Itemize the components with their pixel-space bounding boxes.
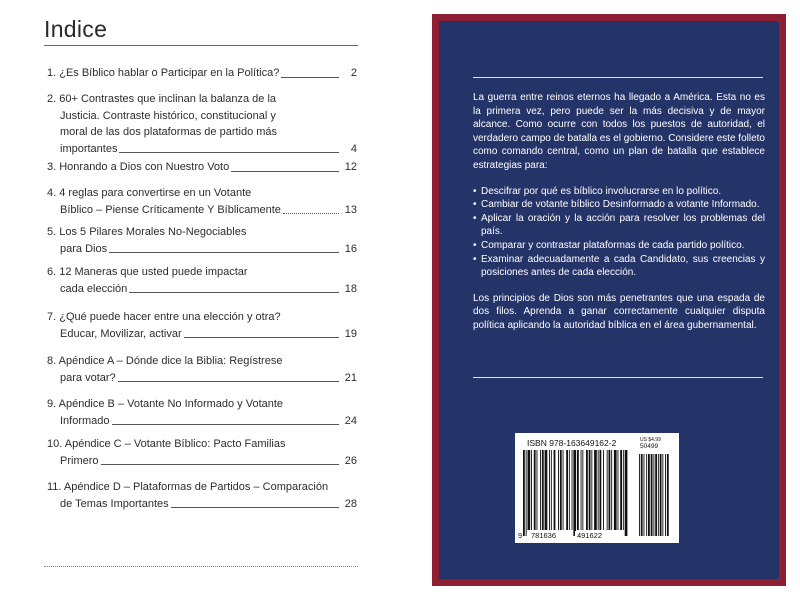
barcode-bar [589,450,591,530]
toc-leader [231,170,339,172]
toc-page-number: 13 [344,203,357,216]
barcode-addon-bar [655,454,657,536]
toc-entry-text: para Dios [60,242,108,255]
addon-number: 50499 [640,443,659,450]
barcode-bar [558,450,559,530]
barcode-bar [534,450,536,530]
toc-entry-text: 11. Apéndice D – Plataformas de Partidos – Comparación [47,481,329,493]
isbn-number: ISBN 978-163649162-2 [527,438,617,448]
cover-closing-paragraph: Los principios de Dios son más penetrantes que una espada de dos filos. Aprenda a ganar correctamente cualquier disputa política aplicando la autoridad bíblica en el área gubernamental. [473,292,765,331]
toc-page-number: 16 [344,242,357,255]
toc-entry-text: Informado [60,414,110,427]
barcode-left-digits: 781636 [531,531,557,540]
toc-entry-text: de Temas Importantes [60,497,169,510]
toc-entry [47,353,357,386]
toc-leader [109,251,339,253]
barcode-bar [573,450,576,536]
cover-bullet-item: • Comparar y contrastar plataformas de cada partido político. [473,239,765,253]
barcode-bar [591,450,592,530]
barcode-bar [540,450,541,530]
toc-entry [47,159,357,176]
toc-page-number: 12 [344,161,357,173]
price-label: US $4.99 [640,437,661,443]
toc-leader [118,380,339,382]
toc-leader [283,212,339,214]
back-cover [432,14,786,586]
barcode-addon-bar [665,454,666,536]
barcode-bar [528,450,531,530]
cover-bottom-rule [473,377,763,378]
barcode-bar [572,450,573,530]
barcode-bar [526,450,527,536]
toc-page-number: 4 [350,142,357,155]
barcode-addon-bar [651,454,653,536]
barcode-bar [582,450,583,530]
barcode-right-digits: 491622 [577,531,603,540]
toc-page-number: 19 [344,327,357,340]
barcode-prefix-digit: 9 [518,531,523,540]
barcode-bar [594,450,597,530]
toc-leader [101,463,339,465]
barcode-bars [521,450,675,536]
cover-top-rule [473,77,763,78]
toc-entry-text: importantes [60,142,118,155]
toc-entry-text: 3. Honrando a Dios con Nuestro Voto [47,161,230,173]
barcode-bar [600,450,602,530]
toc-entry [47,185,357,218]
barcode-addon-bar [660,454,662,536]
index-title: Indice [44,16,108,42]
toc-leader [281,76,339,78]
barcode-bar [598,450,599,530]
toc-entry-text: 10. Apéndice C – Votante Bíblico: Pacto Familias [47,438,286,450]
cover-bullet-list [473,185,765,280]
barcode-bar [586,450,588,530]
toc-entry-text: 6. 12 Maneras que usted puede impactar [47,266,248,278]
cover-intro-paragraph: La guerra entre reinos eternos ha llegado a América. Esta no es la primera vez, pero puede ser la más decisiva y de mayor alcance. Como ocurre con todos los puestos de autoridad, el verdadero campo de batalla es el gobierno. Considere este folleto como comando central, como un plan de batalla que establece estrategias para: [473,92,765,171]
toc-page-number: 26 [344,454,357,467]
toc-entry-text: Educar, Movilizar, activar [60,327,182,340]
barcode-bar [581,450,582,530]
cover-bullet-item: • Examinar adecuadamente a cada Candidato, sus creencias y posiciones antes de cada elección. [473,253,765,280]
barcode-addon-bar [641,454,643,536]
barcode-addon-bar [648,454,650,536]
toc-entry [47,479,357,512]
cover-text-block [473,91,765,333]
barcode-bar [551,450,552,530]
toc-leader [119,151,339,153]
toc-page-number: 24 [344,414,357,427]
toc-entry-text: 2. 60+ Contrastes que inclinan la balanza de la [47,93,277,105]
toc-entry [47,264,357,297]
barcode-bar [620,450,622,530]
barcode-bar [545,450,548,530]
barcode-bar [609,450,611,530]
bottom-divider [44,566,358,567]
toc-entry [47,396,357,429]
barcode-bar [537,450,538,530]
toc-entry-text: Justicia. Contraste histórico, constitucional y [60,109,276,122]
cover-bullet-item: • Cambiar de votante bíblico Desinformado a votante Informado. [473,198,765,212]
barcode-bar [566,450,568,530]
barcode-bar [618,450,619,530]
toc-entry [47,224,357,257]
title-divider [44,45,358,46]
barcode-bar [554,450,556,530]
barcode-addon-bar [653,454,654,536]
cover-bullet-item: • Descifrar por qué es bíblico involucrarse en lo político. [473,185,765,199]
barcode-bar [625,450,628,536]
toc-entry [47,91,357,157]
barcode-bar [523,450,525,536]
toc-entry-text: para votar? [60,371,116,384]
toc-entry-text: 4. 4 reglas para convertirse en un Votante [47,187,252,199]
barcode-bar [611,450,612,530]
barcode-bar [563,450,564,530]
toc-leader [171,506,339,508]
toc-page-number: 28 [344,497,357,510]
barcode-bar [623,450,624,530]
barcode-bar [607,450,608,530]
barcode-bar [549,450,550,530]
barcode-bar [614,450,617,530]
barcode-bar [603,450,604,530]
barcode-addon-bar [658,454,659,536]
barcode-bar [560,450,562,530]
toc-entry-text: 9. Apéndice B – Votante No Informado y Votante [47,398,284,410]
toc-entry [47,436,357,469]
toc-page-number: 21 [344,371,357,384]
toc-page-number: 2 [350,67,357,79]
toc-entry [47,65,357,82]
toc-entry-text: 7. ¿Qué puede hacer entre una elección y otra? [47,311,281,323]
barcode-addon-bar [662,454,663,536]
toc-leader [184,336,339,338]
toc-entry [47,309,357,342]
back-cover-panel [439,21,779,579]
toc-page-number: 18 [344,282,357,295]
barcode-bar [531,450,532,530]
toc-leader [112,423,339,425]
toc-entry-text: Primero [60,454,99,467]
toc-entry-text: 1. ¿Es Bíblico hablar o Participar en la Política? [47,67,280,79]
barcode-bar [577,450,579,530]
toc-entry-text: moral de las dos plataformas de partido más [60,126,278,138]
barcode-addon-bar [667,454,669,536]
barcode-addon-bar [646,454,647,536]
toc-entry-text: Bíblico – Piense Críticamente Y Bíblicamente [60,203,281,216]
barcode-bar [542,450,544,530]
isbn-barcode [515,433,679,543]
barcode-addon-bar [644,454,645,536]
toc-entry-text: cada elección [60,282,128,295]
toc-leader [129,291,338,293]
toc-entry-text: 5. Los 5 Pilares Morales No-Negociables [47,226,247,238]
toc-entry-text: 8. Apéndice A – Dónde dice la Biblia: Regístrese [47,355,283,367]
barcode-bar [569,450,570,530]
barcode-addon-bar [639,454,640,536]
cover-bullet-item: • Aplicar la oración y la acción para resolver los problemas del país. [473,212,765,239]
